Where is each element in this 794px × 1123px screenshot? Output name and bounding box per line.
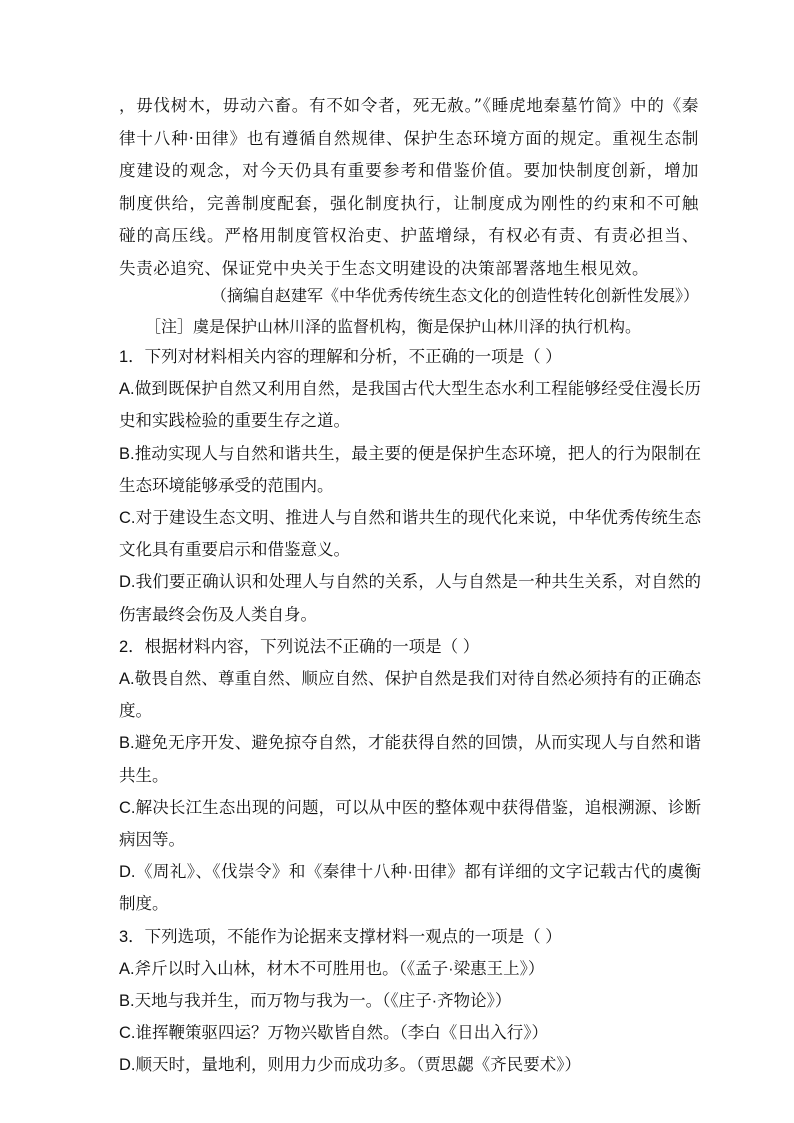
option-d: D.顺天时，量地利，则用力少而成功多。（贾思勰《齐民要术》） xyxy=(119,1056,581,1075)
question-3 xyxy=(119,921,701,1082)
question-stem: 2．根据材料内容，下列说法不正确的一项是（ ） xyxy=(119,637,480,656)
option-b: B.避免无序开发、避免掠夺自然，才能获得自然的回馈，从而实现人与自然和谐共生。 xyxy=(119,734,701,785)
option-c: C.解决长江生态出现的问题，可以从中医的整体观中获得借鉴，追根溯源、诊断病因等。 xyxy=(119,798,701,850)
question-2 xyxy=(119,631,701,921)
option-c: C.谁挥鞭策驱四运？万物兴歇皆自然。（李白《日出入行》） xyxy=(119,1024,548,1043)
passage-source-citation: （摘编自赵建军《中华优秀传统生态文化的创造性转化创新性发展》） xyxy=(210,286,699,305)
option-a: A.敬畏自然、尊重自然、顺应自然、保护自然是我们对待自然必须持有的正确态度。 xyxy=(119,670,701,721)
question-stem: 1．下列对材料相关内容的理解和分析，不正确的一项是（ ） xyxy=(119,348,562,366)
reading-passage xyxy=(119,90,699,285)
option-b: B.天地与我并生，而万物与我为一。（《庄子·齐物论》） xyxy=(119,992,512,1011)
option-d: D.《周礼》、《伐崇令》和《秦律十八种·田律》都有详细的文字记载古代的虞衡制度。 xyxy=(119,863,701,914)
option-d: D.我们要正确认识和处理人与自然的关系，人与自然是一种共生关系，对自然的伤害最终会伤及人类自身。 xyxy=(119,573,701,624)
option-a: A.做到既保护自然又利用自然，是我国古代大型生态水利工程能够经受住漫长历史和实践检验的重要生存之道。 xyxy=(119,380,701,431)
passage-paragraph: ，毋伐树木，毋动六畜。有不如令者，死无赦。”《睡虎地秦墓竹简》中的《秦律十八种·田律》也有遵循自然规律、保护生态环境方面的规定。重视生态制度建设的观念，对今天仍具有重要参考和借鉴价值。要加快制度创新，增加制度供给，完善制度配套，强化制度执行，让制度成为刚性的约束和不可触碰的高压线。严格用制度管权治吏、护蓝增绿，有权必有责、有责必担当、失责必追究、保证党中央关于生态文明建设的决策部署落地生根见效。 xyxy=(119,96,699,278)
option-a: A.斧斤以时入山林，材木不可胜用也。（《孟子·梁惠王上》） xyxy=(119,959,545,978)
question-list xyxy=(119,341,701,1082)
option-c: C.对于建设生态文明、推进人与自然和谐共生的现代化来说，中华优秀传统生态文化具有重要启示和借鉴意义。 xyxy=(119,509,701,560)
question-stem: 3．下列选项，不能作为论据来支撑材料一观点的一项是（ ） xyxy=(119,927,562,946)
passage-footnote: ［注］虞是保护山林川泽的监督机构，衡是保护山林川泽的执行机构。 xyxy=(145,317,642,336)
option-b: B.推动实现人与自然和谐共生，最主要的便是保护生态环境，把人的行为限制在生态环境能够承受的范围内。 xyxy=(119,444,701,495)
question-1 xyxy=(119,341,701,631)
